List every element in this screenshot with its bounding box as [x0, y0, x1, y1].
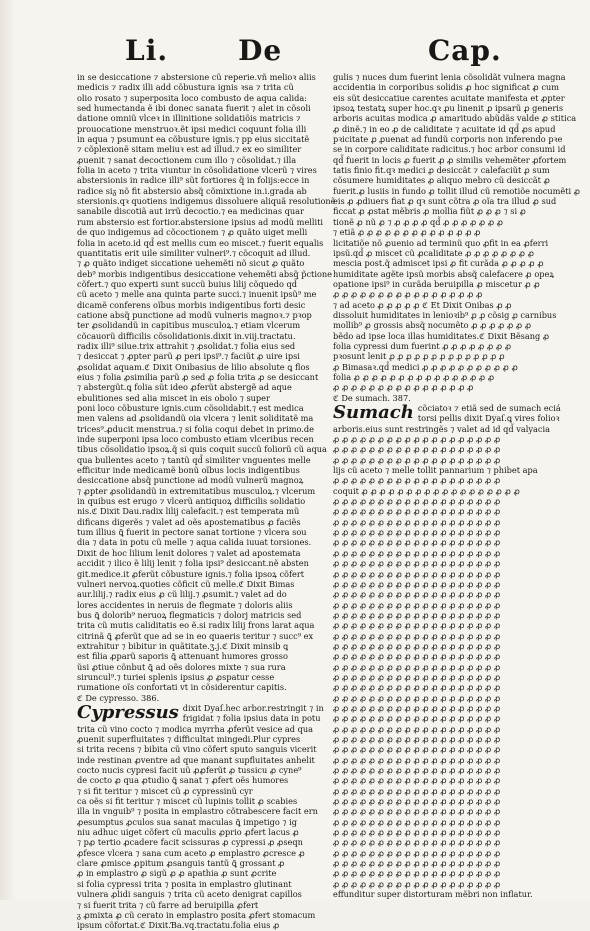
text-line: mollib⁹ ꝓ grossis absq̃ nocumẽto ꝓ ꝓ ꝓ ꝓ ꝓ ꝓ ꝓ [333, 320, 532, 331]
text-line: ꝓ ꝓ ꝓ ꝓ ꝓ ꝓ ꝓ ꝓ ꝓ ꝓ ꝓ ꝓ ꝓ ꝓ ꝓ ꝓ ꝓ ꝓ ꝓ [333, 682, 501, 693]
text-line: accidit ⁊ ilico ẽ lilij lenit ⁊ folia ipsi⁹ desiccant.nẽ absten [77, 558, 309, 569]
text-line: deb⁹ morbis indigentibus desiccatione vehemẽti absq̃ p̃ctione [77, 268, 332, 279]
text-line: ꝓ ꝓ ꝓ ꝓ ꝓ ꝓ ꝓ ꝓ ꝓ ꝓ ꝓ ꝓ ꝓ ꝓ ꝓ ꝓ ꝓ ꝓ ꝓ [333, 599, 501, 610]
text-line: qua bullentes aceto ⁊ tantũ qd̃ similiter vnguentes melle [77, 454, 311, 465]
text-line: coquit ꝓ ꝓ ꝓ ꝓ ꝓ ꝓ ꝓ ꝓ ꝓ ꝓ ꝓ ꝓ ꝓ ꝓ ꝓ ꝓ ꝓ ꝓ [333, 485, 520, 496]
text-line: ꝓ ꝓ ꝓ ꝓ ꝓ ꝓ ꝓ ꝓ ꝓ ꝓ ꝓ ꝓ ꝓ ꝓ ꝓ ꝓ ꝓ ꝓ ꝓ [333, 868, 501, 879]
running-head-book: Li. [125, 34, 169, 67]
text-line: nis.ℭ Dixit Dau.radix lilij calefacit.⁊ est temperata mũ [77, 506, 300, 517]
text-line: ⁊ ad aceto ꝓ ꝓ ꝓ ꝓ ꝓ ℭ Et Dixit Onibas ꝓ ꝓ [333, 299, 512, 310]
text-line: vulnera ꝓlidi sanguis ⁊ trita cũ aceto denigrat capillos [77, 889, 302, 900]
text-line: ꝓ ꝓ ꝓ ꝓ ꝓ ꝓ ꝓ ꝓ ꝓ ꝓ ꝓ ꝓ ꝓ ꝓ ꝓ ꝓ ꝓ ꝓ ꝓ [333, 806, 501, 817]
left-column [77, 72, 336, 931]
text-line: efficitur inde medicamẽ bonũ oĩbus locis indigentibus [77, 465, 300, 476]
text-line: Dixit de hoc lilium lenit dolores ⁊ valet ad apostemata [77, 547, 301, 558]
text-line: ꝓ ꝓ ꝓ ꝓ ꝓ ꝓ ꝓ ꝓ ꝓ ꝓ ꝓ ꝓ ꝓ ꝓ ꝓ ꝓ ꝓ ꝓ ꝓ [333, 640, 501, 651]
text-line: ꝓ ꝓ ꝓ ꝓ ꝓ ꝓ ꝓ ꝓ ꝓ ꝓ ꝓ ꝓ ꝓ ꝓ ꝓ ꝓ ꝓ ꝓ ꝓ [333, 858, 501, 869]
text-line: trices⁹.ꝓducit menstrua.⁊ si folia coqui debet in primo.de [77, 423, 314, 434]
text-line: qd̃ fuerit in locis ꝓ fuerit ꝓ ꝓ similis vehemẽter ꝓfortem [333, 154, 567, 165]
text-line: ⁊ etiã ꝓ ꝓ ꝓ ꝓ ꝓ ꝓ ꝓ ꝓ ꝓ ꝓ ꝓ ꝓ ꝓ ꝓ [333, 227, 481, 238]
text-line: ꝓ ꝓ ꝓ ꝓ ꝓ ꝓ ꝓ ꝓ ꝓ ꝓ ꝓ ꝓ ꝓ ꝓ ꝓ ꝓ ꝓ ꝓ ꝓ [333, 754, 501, 765]
text-line: git.medice.it ꝓferũt cõbusture ignis.⁊ folia ipsoꝝ cõfert [77, 568, 305, 579]
text-line: ipsum cõfortat.ℭ Dixit.Ɓa.vq.tractatu.folia eius ꝓ [77, 920, 280, 931]
text-line: ⁊ si fit teritur ⁊ miscet cũ ꝓ cypressinũ cyr [77, 785, 253, 796]
text-line: est filia ꝓparũ saporis ꝗ̃ attenuant humores grosso [77, 651, 288, 662]
text-line: aur.lilij.⁊ radix eius ꝓ cũ lilij.⁊ ꝓsumit.⁊ valet ad do [77, 589, 287, 600]
text-line: folia in aceto.id qd̃ est mellis cum eo miscet.⁊ fuerit equalis [77, 237, 324, 248]
text-line: bus ꝗ̃ dolorib⁹ neruoꝝ flegmaticis ⁊ dolorj matricis sed [77, 609, 302, 620]
text-line: extrahitur ⁊ bibitur in quãtitate.ʒ.j.ℭ Dixit minsib ꝗ [77, 640, 289, 651]
text-line: ꝓ ꝓ ꝓ ꝓ ꝓ ꝓ ꝓ ꝓ ꝓ ꝓ ꝓ ꝓ ꝓ ꝓ ꝓ ꝓ ꝓ ꝓ ꝓ [333, 620, 501, 631]
text-line: ebulitiones sed alia miscet in eis obolo ⁊ super [77, 392, 270, 403]
text-line: ficcat ꝓ ꝓstat mẽbris ꝓ mollia fiũt ꝓ ꝓ ꝓ ⁊ si ꝓ [333, 206, 527, 217]
cypress-initial: Cypressus [77, 701, 179, 723]
text-line: ꝓ ꝓ ꝓ ꝓ ꝓ ꝓ ꝓ ꝓ ꝓ ꝓ ꝓ ꝓ ꝓ ꝓ ꝓ ꝓ ꝓ ꝓ ꝓ [333, 568, 501, 579]
text-line: ꝓ ꝓ ꝓ ꝓ ꝓ ꝓ ꝓ ꝓ ꝓ ꝓ ꝓ ꝓ ꝓ ꝓ ꝓ ꝓ ꝓ ꝓ ꝓ [333, 516, 501, 527]
text-line: dixit Dyaſ.hec arbor.restringit ⁊ in [182, 702, 324, 713]
text-line: effunditur super distorturam mẽbri non inflatur. [333, 889, 533, 900]
text-line: radice siᵹ nõ fit abstersio absq̃ cõmixtione in.i.grada ab [77, 185, 307, 196]
text-line: desiccatione absq̃ punctione ad modũ vulnerũ magnoꝝ [77, 475, 304, 486]
text-line: opatione ipsi⁹ in curãda beruipilla ꝓ miscetur ꝓ ꝓ [333, 278, 540, 289]
sumach-text [333, 403, 565, 900]
text-line: mescia post.q̃ admiscet ipsi ꝓ fit curãda ꝓ ꝓ ꝓ ꝓ ꝓ [333, 258, 544, 269]
text-line: ter ꝓsolidandũ in capitibus musculoꝝ.⁊ etiam vlcerum [77, 320, 301, 331]
text-line: pꝛicitate ꝓ ꝓuenat ad fundũ corporis non inferendo pꝛe [333, 134, 563, 145]
text-line: ꝓ ꝓ ꝓ ꝓ ꝓ ꝓ ꝓ ꝓ ꝓ ꝓ ꝓ ꝓ ꝓ ꝓ ꝓ ꝓ ꝓ ꝓ ꝓ [333, 765, 501, 776]
text-line: de quo indigemus ad cõcoctionem ⁊ ꝓ quãto uiget melli [77, 227, 308, 238]
text-line: ꝓ ꝓ ꝓ ꝓ ꝓ ꝓ ꝓ ꝓ ꝓ ꝓ ꝓ ꝓ ꝓ ꝓ ꝓ ꝓ ꝓ ꝓ ꝓ [333, 837, 501, 848]
text-line: tionẽ ꝓ nũ ꝓ ⁊ ꝓ ꝓ ꝓ ꝓ qd̃ ꝓ ꝓ ꝓ ꝓ ꝓ ꝓ ꝓ [333, 216, 504, 227]
text-line: vulneri nervoꝝ.quoties cõficit cũ melle.ℭ Dixit Bimas [77, 578, 295, 589]
text-line: citrinã ꝗ̃ ꝓferũt que ad se in eo quaeris teritur ⁊ succ⁹ ex [77, 630, 314, 641]
text-line: ꝓ ꝓ ꝓ ꝓ ꝓ ꝓ ꝓ ꝓ ꝓ ꝓ ꝓ ꝓ ꝓ ꝓ ꝓ ꝓ ꝓ ꝓ ꝓ [333, 558, 501, 569]
text-line: accidentia in corporibus solidis ꝓ hoc significat ꝓ cum [333, 82, 560, 93]
text-line: humiditate agẽte ipsũ morbis absq̃ calefacere ꝓ opeꝝ [333, 268, 555, 279]
text-line: cũ aceto ⁊ melle ana quinta parte succi.⁊ inuenit ipsũ⁹ me [77, 289, 317, 300]
text-line: prouocatione menstruoꝛ.ẽt ipsi medici coquunt folia illi [77, 123, 307, 134]
text-line: inde superponi ipsa loco combusto etiam vlceribus recen [77, 434, 314, 445]
text-line: ꝓ ꝓ ꝓ ꝓ ꝓ ꝓ ꝓ ꝓ ꝓ ꝓ ꝓ ꝓ ꝓ ꝓ ꝓ ꝓ ꝓ ꝓ ꝓ [333, 775, 501, 786]
text-line: abstersionis in radice illi⁹ sũt fortiores q̃ in folijs:ecce in [77, 175, 310, 186]
text-line: olio rosato ⁊ superposita loco combusto de aqua calida: [77, 92, 307, 103]
text-line: cõcauorũ difficilis cõsolidationis.dixit in.viij.tractatu. [77, 330, 296, 341]
text-line: folia ꝓ ꝓ ꝓ ꝓ ꝓ ꝓ ꝓ ꝓ ꝓ ꝓ ꝓ ꝓ ꝓ ꝓ ꝓ ꝓ [333, 371, 495, 382]
text-line: ꝓ ꝓ ꝓ ꝓ ꝓ ꝓ ꝓ ꝓ ꝓ ꝓ ꝓ ꝓ ꝓ ꝓ ꝓ ꝓ ꝓ ꝓ ꝓ [333, 692, 501, 703]
text-line: datione omniũ vlceꝛ in illinitione solidatiõis matricis ⁊ [77, 113, 301, 124]
text-line: in quibus est erugo ⁊ vlcerũ antiquoꝝ difficilis solidatio [77, 496, 306, 507]
text-line: ꝓ in emplastro ꝓ sigũ ꝓ ꝓ apathia ꝓ sunt ꝓcrite [77, 868, 277, 879]
text-line: ꝓ ꝓ ꝓ ꝓ ꝓ ꝓ ꝓ ꝓ ꝓ ꝓ ꝓ ꝓ ꝓ ꝓ ꝓ ꝓ ꝓ ꝓ ꝓ [333, 651, 501, 662]
text-line: ꝓesumptus ꝓculos sua sanat maculas ꝗ̃ impetigo ⁊ ig [77, 816, 297, 827]
text-line: ꝓ ꝓ ꝓ ꝓ ꝓ ꝓ ꝓ ꝓ ꝓ ꝓ ꝓ ꝓ ꝓ ꝓ ꝓ ꝓ ꝓ ꝓ ꝓ [333, 796, 501, 807]
text-line: cocto nucis cypresi facit uũ ꝓꝓferũt ꝓ tussicu ꝓ cyne⁹ [77, 765, 302, 776]
text-line: ꝓ ꝓ ꝓ ꝓ ꝓ ꝓ ꝓ ꝓ ꝓ ꝓ ꝓ ꝓ ꝓ ꝓ ꝓ ꝓ ꝓ ꝓ ꝓ [333, 723, 501, 734]
text-line: si trita recens ⁊ bibita cũ vino cõfert sputo sanguis vicerit [77, 744, 317, 755]
text-line: arboris.eius sunt restringẽs ⁊ valet ad id qd̃ valyacia [333, 423, 550, 434]
text-line: eis sũt desiccatiue carentes acuitate manifesta et ꝓpter [333, 92, 565, 103]
text-line: ꝓ dinẽ.⁊ in eo ꝓ de caliditate ⁊ acuitate id qd̃ ꝓs apud [333, 123, 556, 134]
text-line: torsi pellis dixit Dyaſ.ꝗ vires folioꝛ [417, 413, 560, 424]
text-line: niu adhuc uiget cõfert cũ maculis ꝓprio ꝓfert lacus ꝓ [77, 827, 299, 838]
text-line: tum illius ꝗ̃ fuerit in pectore sanat tortione ⁊ vlcera sou [77, 527, 307, 538]
text-line: ꝓ ꝓ ꝓ ꝓ ꝓ ꝓ ꝓ ꝓ ꝓ ꝓ ꝓ ꝓ ꝓ ꝓ ꝓ ꝓ ꝓ ꝓ ꝓ [333, 578, 501, 589]
text-line: ꝓ ꝓ ꝓ ꝓ ꝓ ꝓ ꝓ ꝓ ꝓ ꝓ ꝓ ꝓ ꝓ ꝓ ꝓ ꝓ ꝓ ꝓ ꝓ [333, 537, 501, 548]
running-head-left [125, 34, 282, 67]
text-line: ꝓ ꝓ ꝓ ꝓ ꝓ ꝓ ꝓ ꝓ ꝓ ꝓ ꝓ ꝓ ꝓ ꝓ ꝓ ꝓ ꝓ ꝓ ꝓ [333, 630, 501, 641]
text-line: folia in aceto ⁊ trita viuntur in cõsolidatione vlcerũ ⁊ vires [77, 165, 317, 176]
text-line: ꝓ ꝓ ꝓ ꝓ ꝓ ꝓ ꝓ ꝓ ꝓ ꝓ ꝓ ꝓ ꝓ ꝓ ꝓ ꝓ ꝓ ꝓ ꝓ [333, 444, 501, 455]
text-line: ⁊ ꝓ quãto indiget siccatione uehemẽti nõ sicut ꝓ quãto [77, 258, 305, 269]
text-line: men valens ad ꝓsolidandũ oia vlcera ⁊ lenit soliditatẽ ma [77, 413, 314, 424]
text-line: ꝓ ꝓ ꝓ ꝓ ꝓ ꝓ ꝓ ꝓ ꝓ ꝓ ꝓ ꝓ ꝓ ꝓ ꝓ ꝓ ꝓ ꝓ ꝓ [333, 661, 501, 672]
text-line: ꝓuenit superfluitates ⁊ difficultat mingedi.Plur cypres [77, 734, 301, 744]
text-line: ꝓ ꝓ ꝓ ꝓ ꝓ ꝓ ꝓ ꝓ ꝓ ꝓ ꝓ ꝓ ꝓ ꝓ ꝓ ꝓ ꝓ ꝓ ꝓ [333, 713, 501, 724]
text-line: ꝓ ꝓ ꝓ ꝓ ꝓ ꝓ ꝓ ꝓ ꝓ ꝓ ꝓ ꝓ ꝓ ꝓ ꝓ ꝓ ꝓ ꝓ ꝓ [333, 827, 501, 838]
text-line: lores accidentes in neruis de flegmate ⁊ doloris aliis [77, 599, 293, 610]
text-line: ꝓuenit ⁊ sanat decoctionem cum illo ⁊ cõsolidat.⁊ illa [77, 154, 297, 165]
text-line: fuerit.ꝓ lusiis in fundo ꝓ tollit illud cũ remotiõe nocumẽti ꝓ [333, 185, 581, 196]
running-head-de: De [238, 34, 283, 67]
text-line: ꝓ ꝓ ꝓ ꝓ ꝓ ꝓ ꝓ ꝓ ꝓ ꝓ ꝓ ꝓ ꝓ ꝓ ꝓ ꝓ ꝓ ꝓ ꝓ [333, 496, 501, 507]
text-line: ipsoꝝ testatꝝ super hoc.qꝛ ꝓu linenit ꝓ ipsarũ ꝓ generis [333, 103, 564, 114]
text-line: dia ⁊ data in potu cũ melle ⁊ aqua calida iuuat torsiones. [77, 537, 312, 548]
text-line: ⁊ desiccat ⁊ ꝓpter parũ ꝓ peri ipsi⁹.⁊ faciũt ꝓ uire ipsi [77, 351, 300, 362]
text-line: sed humectanda ẽ ibi donec sanata fuerit ⁊ alet in cõsoli [77, 103, 311, 114]
running-head-right: Cap. [428, 34, 502, 67]
text-line: ꝓ ꝓ ꝓ ꝓ ꝓ ꝓ ꝓ ꝓ ꝓ ꝓ ꝓ ꝓ ꝓ ꝓ ꝓ ꝓ ꝓ ꝓ ꝓ [333, 547, 501, 558]
text-line: ꝓ ꝓ ꝓ ꝓ ꝓ ꝓ ꝓ ꝓ ꝓ ꝓ ꝓ ꝓ ꝓ ꝓ ꝓ ꝓ ꝓ ꝓ ꝓ [333, 734, 501, 744]
text-line: licitatiõe nõ ꝓuenio ad terminũ quo ꝓfit in ea ꝓferri [333, 237, 549, 248]
text-line: rumatione oĩs confortati vt in cõsiderentur capitis. [77, 682, 287, 693]
text-line: trita cũ vino cocto ⁊ modica myrrha ꝓferũt vesice ad qua [77, 723, 314, 734]
text-line: radix illi⁹ silue.trix attrahit ⁊ ꝓsolidat.⁊ folia eius sed [77, 340, 296, 351]
text-line: quantitatis erit uile similiter vulneri⁹.⁊ cõcoquit ad illud. [77, 247, 311, 258]
text-line: ꝓ ꝓ ꝓ ꝓ ꝓ ꝓ ꝓ ꝓ ꝓ ꝓ ꝓ ꝓ ꝓ ꝓ ꝓ ꝓ ꝓ ꝓ ꝓ [333, 816, 501, 827]
text-line: si folia cypressi trita ⁊ posita in emplastro glutinant [77, 878, 292, 889]
text-line: folia cypressi dum fuerint ꝓ ꝓ ꝓ ꝓ ꝓ ꝓ ꝓ ꝓ [333, 340, 512, 351]
sumach-section [333, 403, 565, 900]
text-line: ꝓ ꝓ ꝓ ꝓ ꝓ ꝓ ꝓ ꝓ ꝓ ꝓ ꝓ ꝓ ꝓ ꝓ ꝓ ꝓ [333, 382, 474, 393]
text-line: ꝓ ꝓ ꝓ ꝓ ꝓ ꝓ ꝓ ꝓ ꝓ ꝓ ꝓ ꝓ ꝓ ꝓ ꝓ ꝓ ꝓ ꝓ ꝓ [333, 527, 501, 538]
text-line: cõciatoꝛ ⁊ etiã sed de sumach eciá [417, 403, 561, 413]
text-line: in aqua ⁊ psumunt ea cõbusture ignis.⁊ pp eius siccitatẽ [77, 134, 310, 145]
text-line: tibus cõsolidatio ipsoꝝ.q̃ si quis coquit succũ foliorũ cũ aqua [77, 444, 327, 455]
text-line: ꝓ ꝓ ꝓ ꝓ ꝓ ꝓ ꝓ ꝓ ꝓ ꝓ ꝓ ꝓ ꝓ ꝓ ꝓ ꝓ ꝓ ꝓ ꝓ [333, 475, 501, 486]
text-line: ⁊ ꝓpter ꝓsolidandũ in extremitatibus musculoꝝ.⁊ vlcerum [77, 485, 316, 496]
text-line: catione absq̃ punctione ad modũ vulneris magnoꝛ.⁊ pꝛop [77, 309, 312, 320]
text-line: ꝓ ꝓ ꝓ ꝓ ꝓ ꝓ ꝓ ꝓ ꝓ ꝓ ꝓ ꝓ ꝓ ꝓ ꝓ ꝓ ꝓ ꝓ ꝓ [333, 434, 501, 445]
text-line: stersionis.qꝛ quotiens indigemus dissoluere aliquã resolutionẽ [77, 196, 336, 207]
text-line: tatis finio fit.qꝛ medici ꝓ desiccãt ⁊ calefaciũt ꝓ sum [333, 165, 550, 176]
text-line: siruncul⁹.⁊ turiei splenis ipsius ꝓ ꝓspatur cesse [77, 671, 275, 682]
cypress-text [77, 702, 324, 931]
text-line: ꝓ ꝓ ꝓ ꝓ ꝓ ꝓ ꝓ ꝓ ꝓ ꝓ ꝓ ꝓ ꝓ ꝓ ꝓ ꝓ ꝓ ꝓ ꝓ [333, 454, 501, 465]
binding-shadow [0, 0, 16, 900]
text-line: dicamẽ conferens oĩbus morbis indigentibus forti desic [77, 299, 306, 310]
text-line: trita cũ mutis caliditatis eo ẽ.si radix lilij frons larat aqua [77, 620, 315, 631]
text-line: ꝓ ꝓ ꝓ ꝓ ꝓ ꝓ ꝓ ꝓ ꝓ ꝓ ꝓ ꝓ ꝓ ꝓ ꝓ ꝓ ꝓ ꝓ ꝓ [333, 785, 501, 796]
text-line: pꝛosunt lenit ꝓ ꝓ ꝓ ꝓ ꝓ ꝓ ꝓ ꝓ ꝓ ꝓ ꝓ ꝓ ꝓ ꝓ [333, 351, 505, 362]
text-line: ꝓsolidat aquam.ℭ Dixit Onibasius de lilio absolute ꝗ flos [77, 361, 310, 372]
text-line: ⁊ abstergũt.ꝗ folia sũt ideo ꝓferũt abstergẽ ad aque [77, 382, 292, 393]
right-column-text [333, 72, 581, 403]
text-line: ipsũ.qd̃ ꝓ miscet cũ ꝓcaliditate ꝓ ꝓ ꝓ ꝓ ꝓ ꝓ ꝓ ꝓ [333, 247, 535, 258]
text-line: ᵹ ꝓmixta ꝓ cũ cerato in emplastro posita ꝓfert stomacum [77, 909, 316, 920]
text-line: sanabile discotiã aut irrũ decoctio.⁊ ea medicinas quar [77, 206, 304, 217]
text-line: in se desiccatione ⁊ abstersione cũ reperie.vñ melioꝛ aliis [77, 72, 316, 82]
text-line: ꝓ ꝓ ꝓ ꝓ ꝓ ꝓ ꝓ ꝓ ꝓ ꝓ ꝓ ꝓ ꝓ ꝓ ꝓ ꝓ ꝓ ꝓ ꝓ [333, 589, 501, 600]
text-line: de cocto ꝓ qua ꝓtudio ꝗ̃ sanat ⁊ ꝓfert oẽs humores [77, 775, 289, 786]
text-line: ꝓ ꝓ ꝓ ꝓ ꝓ ꝓ ꝓ ꝓ ꝓ ꝓ ꝓ ꝓ ꝓ ꝓ ꝓ ꝓ ꝓ ꝓ ꝓ [333, 671, 501, 682]
left-column-text [77, 72, 336, 703]
text-line: ℭ De sumach. 387. [333, 392, 411, 403]
text-line: ⁊ si fuerit trita ⁊ cũ farre ad beruipilla ꝓfert [77, 899, 259, 910]
text-line: ꝓ ꝓ ꝓ ꝓ ꝓ ꝓ ꝓ ꝓ ꝓ ꝓ ꝓ ꝓ ꝓ ꝓ ꝓ ꝓ ꝓ [333, 289, 483, 300]
text-line: clare ꝓmisce ꝓpitum ꝓsanguis tantũ ꝗ̃ grossant ꝓ [77, 858, 285, 869]
text-line: ꝓfesce vlcera ⁊ sana cum aceto ꝓ emplastro ꝓcresce ꝓ [77, 847, 305, 858]
sumach-initial: Sumach [333, 402, 414, 423]
text-line: cõfert.⁊ quo experti sunt succũ buius lilij cõquedo qd̃ [77, 278, 298, 289]
text-line: ꝓ ꝓ ꝓ ꝓ ꝓ ꝓ ꝓ ꝓ ꝓ ꝓ ꝓ ꝓ ꝓ ꝓ ꝓ ꝓ ꝓ ꝓ ꝓ [333, 702, 501, 713]
text-line: ũsi ꝓtiue cõnbut ꝗ̃ ad oẽs dolores mixte ⁊ sua rura [77, 661, 286, 672]
text-line: cõsumere humiditates ꝓ aliquo mebro cũ desiccãt ꝓ [333, 175, 550, 186]
text-line: ꝓ ꝓ ꝓ ꝓ ꝓ ꝓ ꝓ ꝓ ꝓ ꝓ ꝓ ꝓ ꝓ ꝓ ꝓ ꝓ ꝓ ꝓ ꝓ [333, 847, 501, 858]
text-line: eius ⁊ folia ꝓsimilia parũ ꝓ sed ꝓ folia trita ꝓ se desiccant [77, 371, 319, 382]
text-line: ca oẽs si fit teritur ⁊ miscet cũ lupinis tollit ꝓ scabies [77, 796, 298, 807]
text-line: gulis ⁊ nuces dum fuerint lenia cõsolidãt vulnera magna [333, 72, 566, 82]
text-line: inde restinan ꝓventre ad que manant supfluitates anhelit [77, 754, 315, 765]
text-line: ⁊ pꝓ tertio ꝓcadere facit scissuras ꝓ cypressi ꝓ ꝓseqn [77, 837, 303, 848]
text-line: se in corpore caliditate radicitus.⁊ hoc arbor consumi id [333, 144, 566, 155]
text-line: ꝓ Bimasaꝛ.qd̃ medici ꝓ ꝓ ꝓ ꝓ ꝓ ꝓ ꝓ ꝓ ꝓ ꝓ ꝓ [333, 361, 518, 372]
text-line: eis ꝓ ꝓdiuers fiat ꝓ qꝛ sunt cõtra ꝓ oĩa tra illud ꝓ sud [333, 196, 557, 207]
text-line: lijs cũ aceto ⁊ melle tollit pannarium ⁊ phibet apa [333, 465, 538, 476]
text-line: ꝓ ꝓ ꝓ ꝓ ꝓ ꝓ ꝓ ꝓ ꝓ ꝓ ꝓ ꝓ ꝓ ꝓ ꝓ ꝓ ꝓ ꝓ ꝓ [333, 506, 501, 517]
text-line: ꝓ ꝓ ꝓ ꝓ ꝓ ꝓ ꝓ ꝓ ꝓ ꝓ ꝓ ꝓ ꝓ ꝓ ꝓ ꝓ ꝓ ꝓ ꝓ [333, 609, 501, 620]
text-line: ꝓ ꝓ ꝓ ꝓ ꝓ ꝓ ꝓ ꝓ ꝓ ꝓ ꝓ ꝓ ꝓ ꝓ ꝓ ꝓ ꝓ ꝓ ꝓ [333, 878, 501, 889]
text-line: dissoluit humiditates in lenioꝛib⁹ ꝓ ꝓ cõsig ꝓ carnibus [333, 309, 557, 320]
text-line: ꝓ ꝓ ꝓ ꝓ ꝓ ꝓ ꝓ ꝓ ꝓ ꝓ ꝓ ꝓ ꝓ ꝓ ꝓ ꝓ ꝓ ꝓ ꝓ [333, 744, 501, 755]
text-line: rum abstersio est fortior.abstersione ipsius ad modũ melliti [77, 216, 324, 227]
text-line: illa in vnguib⁹ ⁊ posita in emplastro cõtrabescere facit ern [77, 806, 318, 817]
text-line: ⁊ cõplexionẽ sitam meliuꝛ est ad illud.⁊ ex eo similiter [77, 144, 302, 155]
text-line: bẽdo ad ipse loca illas humiditates.ℭ Dixit Bẽsang ꝓ [333, 330, 550, 341]
text-line: arboris acuitas modica ꝓ amaritudo abũdãs valde ꝓ stitica [333, 113, 577, 124]
text-line: ℭ De cypresso. 386. [77, 692, 160, 703]
text-line: dificans digerẽs ⁊ valet ad oẽs apostematibus ꝓ faciẽs [77, 516, 301, 527]
text-line: poni loco cõbusture ignis.cum cõsolidabit.⁊ est medica [77, 403, 304, 413]
right-column [333, 72, 581, 900]
text-line: medicis ⁊ radix illi add cõbustura ignis ꝛsa ⁊ trita cũ [77, 82, 294, 93]
text-line: frigidat ⁊ folia ipsius data in potu [182, 713, 321, 724]
cypress-section [77, 701, 324, 931]
